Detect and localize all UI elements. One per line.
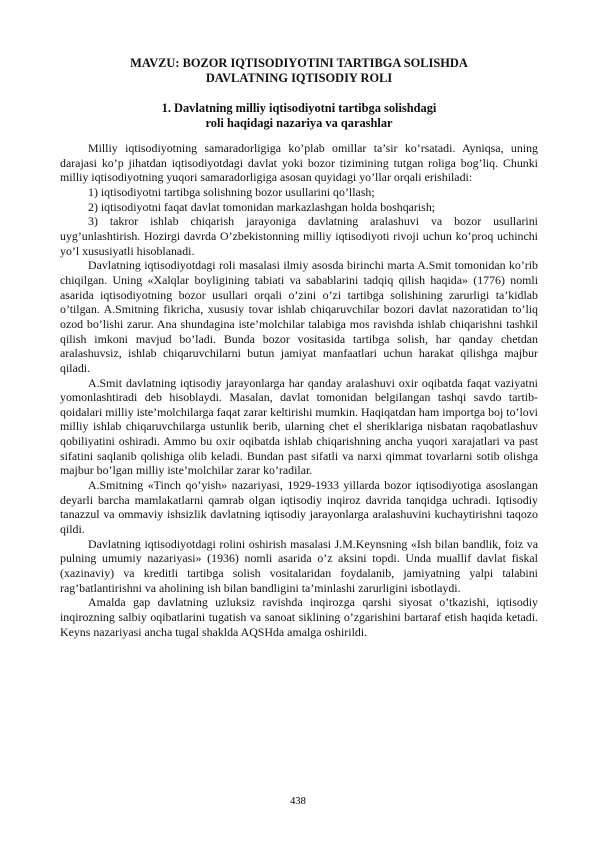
body-paragraph: Davlatning iqtisodiyotdagi roli masalasi ilmiy asosda birinchi marta A.Smit tomonidan ko’rib chiqilgan. Uning «Xalqlar boyligining tabiati va sabablarini tadqiq qilish haqida» (1776) nomli asarida iqtisodiyotning bozor usullari orqali o’zini o’zi tartibga solishining zarurligi ta’kidlab o’tilgan. A.Smitning fikricha, xususiy tovar ishlab chiqaruvchilar bozori davlat nazoratidan to’liq ozod bo’lishi zarur. Ana shundagina iste’molchilar talabiga mos ravishda ishlab chiqarishni tashkil qilish imkoni mavjud bo’ladi. Bunda bozor vositasida tartibga solish, har qanday chetdan aralashuvsiz, ishlab chiqaruvchilarni butun jamiyat manfaatlari uchun harakat qilishga majbur qiladi.	[60, 258, 538, 375]
list-item: 1) iqtisodiyotni tartibga solishning bozor usullarini qo’llash;	[88, 184, 375, 199]
section-heading-line-2: roli haqidagi nazariya va qarashlar	[205, 116, 393, 130]
page-number: 438	[290, 796, 306, 807]
body-paragraph: Amalda gap davlatning uzluksiz ravishda inqirozga qarshi siyosat o’tkazishi, iqtisodiy inqirozning salbiy oqibatlarini tugatish va sanoat siklining o’zgarishini bartaraf etish haqida ketadi. Keyns nazariyasi ancha tugal shaklda AQSHda amalga oshirildi.	[60, 595, 538, 639]
intro-paragraph: Milliy iqtisodiyotning samaradorligiga ko’plab omillar ta’sir ko’rsatadi. Ayniqsa, uning darajasi ko’p jihatdan iqtisodiyotdagi davlat yoki bozor tizimining tutgan roliga bog’liq. Chunki milliy iqtisodiyotning yuqori samaradorligiga asosan quyidagi yo’llar orqali erishiladi:	[60, 141, 538, 185]
title-line-1: MAVZU: BOZOR IQTISODIYOTINI TARTIBGA SOLISHDA	[130, 56, 468, 70]
section-heading-line-1: 1. Davlatning milliy iqtisodiyotni tartibga solishdagi	[161, 101, 437, 115]
body-paragraph: A.Smit davlatning iqtisodiy jarayonlarga har qanday aralashuvi oxir oqibatda faqat vaziyatni yomonlashtiradi deb hisoblaydi. Masalan, davlat tomonidan belgilangan tashqi savdo tartib-qoidalari milliy iste’molchilarga faqat zarar keltirishi mumkin. Haqiqatdan ham importga boj to’lovi milliy ishlab chiqaruvchilarga ustunlik berib, ularning chet el sheriklariga nisbatan raqobatlashuv qobiliyatini oshiradi. Ammo bu oxir oqibatda ishlab chiqarishning ancha yuqori xarajatlari va past sifatini saqlanib qolishiga olib keladi. Bundan past sifatli va narxi qimmat tovarlarni sotib olishga majbur bo’lgan milliy iste’molchilar zarar ko’radilar.	[60, 375, 538, 478]
body-paragraph: A.Smitning «Tinch qo’yish» nazariyasi, 1929-1933 yillarda bozor iqtisodiyotiga asoslangan deyarli barcha mamlakatlarni qamrab olgan iqtisodiy inqiroz davrida tanqidga uchradi. Iqtisodiy tanazzul va ommaviy ishsizlik davlatning iqtisodiy jarayonlarga aralashuvini kuchaytirishni taqozo qildi.	[60, 478, 538, 537]
section-heading	[60, 101, 538, 131]
list-item: 2) iqtisodiyotni faqat davlat tomonidan markazlashgan holda boshqarish;	[88, 199, 436, 214]
title-line-2: DAVLATNING IQTISODIY ROLI	[205, 71, 393, 85]
page-title	[60, 56, 538, 86]
body-paragraph: 3) takror ishlab chiqarish jarayoniga davlatning aralashuvi va bozor usullarini uyg’unlashtirish. Hozirgi davrda O’zbekistonning milliy iqtisodiyoti rivoji uchun ko’proq uchinchi yo’l xususiyatli hisoblanadi.	[60, 214, 538, 258]
body-paragraph: Davlatning iqtisodiyotdagi rolini oshirish masalasi J.M.Keynsning «Ish bilan bandlik, foiz va pulning umumiy nazariyasi» (1936) nomli asarida o’z aksini topdi. Unda muallif davlat fiskal (xazinaviy) va kreditli tartibga solish vositalaridan foydalanib, jamiyatning yalpi talabini rag’batlantirishni va aholining ish bilan bandligini ta’minlashi zarurligini isbotlaydi.	[60, 536, 538, 595]
